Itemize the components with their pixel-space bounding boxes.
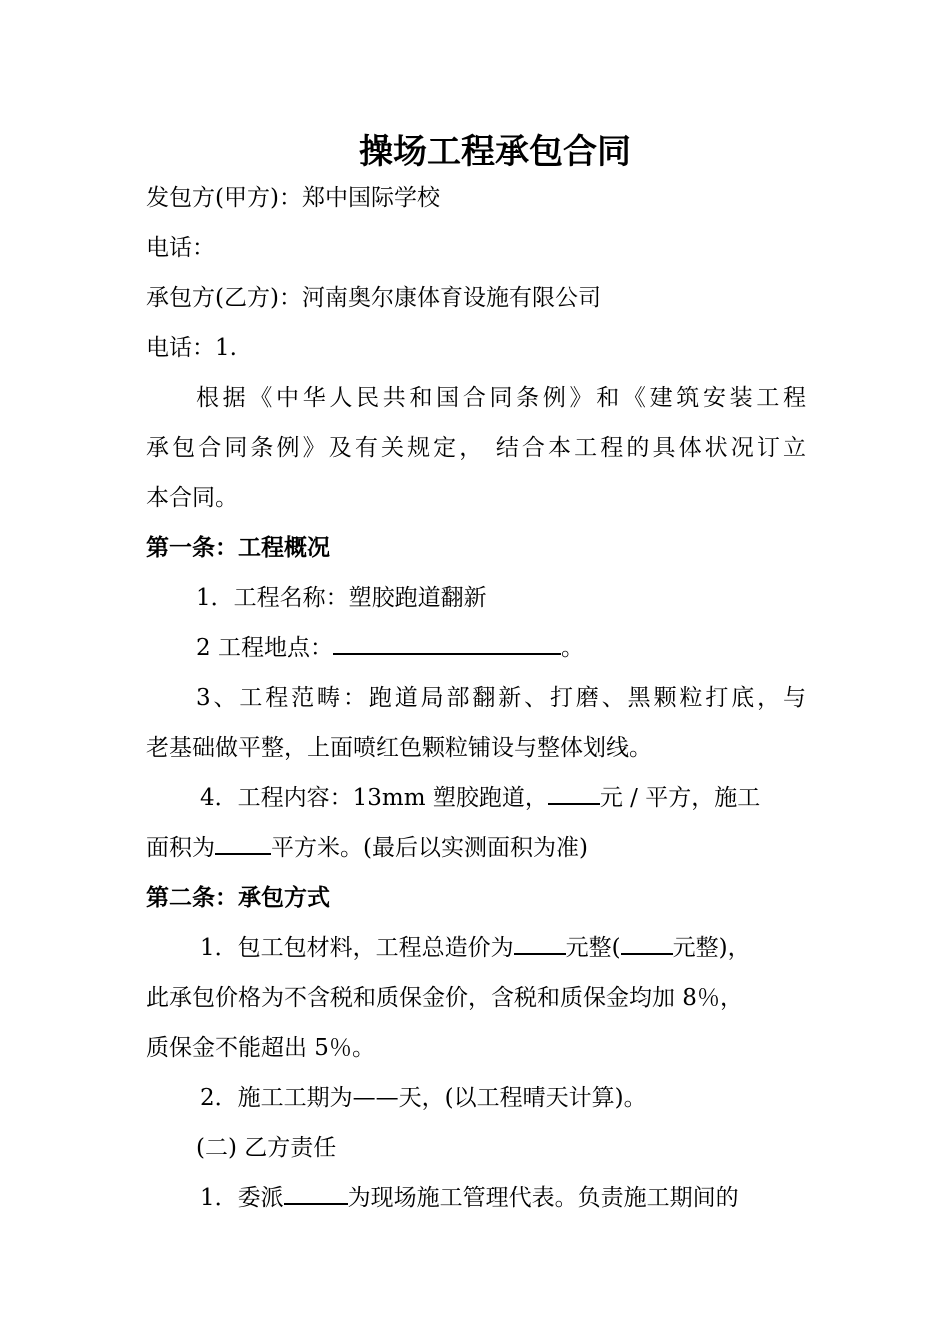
representative-text: 为现场施工管理代表。负责施工期间的	[347, 1185, 739, 1211]
project-content-label: 4．工程内容：13mm 塑胶跑道，	[200, 785, 548, 811]
contract-price-end: 元整)，	[672, 935, 751, 961]
party-b-phone-line: 电话：1.	[146, 335, 237, 361]
project-scope-line-1: 3、工程范畴：跑道局部翻新、打磨、黑颗粒打底，与	[196, 685, 806, 711]
article-2-heading: 第二条：承包方式	[146, 885, 330, 911]
site-representative-line	[200, 1173, 806, 1223]
area-blank	[215, 833, 271, 855]
contract-price-line-2: 此承包价格为不含税和质保金价，含税和质保金均加 8％，	[146, 985, 743, 1011]
project-location-end: 。	[560, 635, 584, 661]
total-price-words-blank	[621, 933, 673, 955]
area-label: 面积为	[146, 835, 215, 861]
project-content-line-2	[146, 823, 806, 873]
total-price-blank	[514, 933, 566, 955]
contract-price-mid: 元整(	[565, 935, 621, 961]
project-location-blank	[333, 633, 561, 655]
article-1-heading: 第一条：工程概况	[146, 535, 330, 561]
project-content-line-1	[200, 773, 806, 823]
preamble-line-2: 承包合同条例》及有关规定， 结合本工程的具体状况订立	[146, 435, 806, 461]
project-name-line: 1．工程名称：塑胶跑道翻新	[196, 585, 487, 611]
area-note: 平方米。(最后以实测面积为准)	[271, 835, 588, 861]
project-content-unit: 元 / 平方，施工	[599, 785, 761, 811]
representative-blank	[284, 1183, 348, 1205]
party-b-duties-heading: (二) 乙方责任	[196, 1135, 337, 1161]
contract-price-line-3: 质保金不能超出 5％。	[146, 1035, 375, 1061]
party-a-line: 发包方(甲方)：郑中国际学校	[146, 185, 440, 211]
representative-label: 1．委派	[200, 1185, 284, 1211]
construction-period-line: 2．施工工期为——天，(以工程晴天计算)。	[200, 1085, 647, 1111]
project-location-label: 2 工程地点：	[196, 635, 333, 661]
unit-price-blank	[548, 783, 600, 805]
preamble-line-1: 根据《中华人民共和国合同条例》和《建筑安装工程	[196, 385, 806, 411]
contract-price-label: 1．包工包材料，工程总造价为	[200, 935, 514, 961]
contract-price-line-1	[200, 923, 806, 973]
party-a-phone-line: 电话：	[146, 235, 215, 261]
party-b-line: 承包方(乙方)：河南奥尔康体育设施有限公司	[146, 285, 601, 311]
project-scope-line-2: 老基础做平整，上面喷红色颗粒铺设与整体划线。	[146, 735, 652, 761]
document-title: 操场工程承包合同	[359, 132, 631, 172]
preamble-line-3: 本合同。	[146, 485, 238, 511]
project-location-line	[196, 623, 806, 673]
